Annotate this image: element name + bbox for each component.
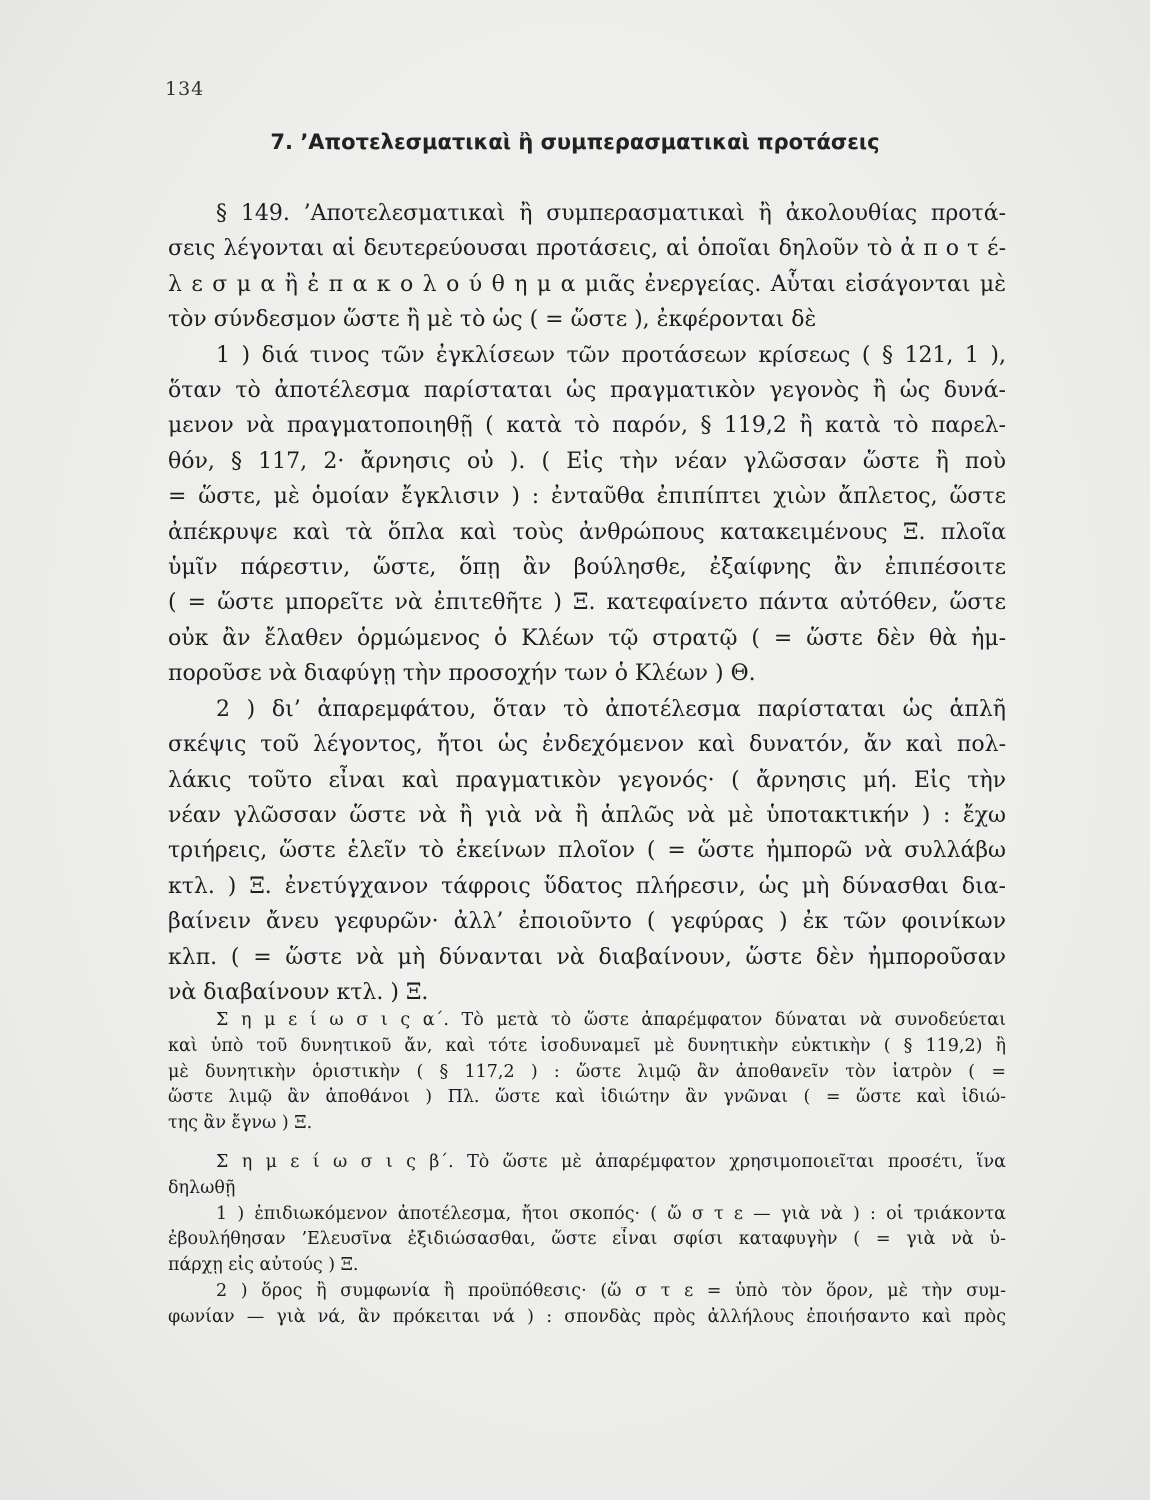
text-line: 2 ) δι’ ἀπαρεμφάτου, ὅταν τὸ ἀποτέλεσμα παρίσταται ὡς ἁπλῆ bbox=[216, 696, 1006, 722]
text-line: σκέψις τοῦ λέγοντος, ἤτοι ὡς ἐνδεχόμενον καὶ δυνατόν, ἄν καὶ πολ- bbox=[168, 732, 1006, 758]
text-line: λ ε σ μ α ἢ ἐ π α κ ο λ ο ύ θ η μ α μιᾶς ἐνεργείας. Αὗται εἰσάγονται μὲ bbox=[168, 271, 1006, 297]
main-text bbox=[168, 196, 1006, 1010]
notes-block bbox=[168, 1008, 1006, 1331]
text-line: ποροῦσε νὰ διαφύγῃ τὴν προσοχήν των ὁ Κλέων ) Θ. bbox=[168, 661, 756, 687]
note-line: φωνίαν — γιὰ νά, ἂν πρόκειται νά ) : σπονδὰς πρὸς ἀλλήλους ἐποιήσαντο καὶ πρὸς bbox=[168, 1306, 1006, 1327]
note-line: 1 ) ἐπιδιωκόμενον ἀποτέλεσμα, ἤτοι σκοπός· ( ὥ σ τ ε — γιὰ νὰ ) : οἱ τριάκοντα bbox=[216, 1203, 1006, 1224]
note-spacer bbox=[168, 1137, 1006, 1150]
note-line: της ἂν ἔγνω ) Ξ. bbox=[168, 1113, 313, 1134]
note-line: καὶ ὑπὸ τοῦ δυνητικοῦ ἄν, καὶ τότε ἰσοδυναμεῖ μὲ δυνητικὴν εὐκτικὴν ( § 119,2) ἢ bbox=[168, 1035, 1006, 1056]
note-beta bbox=[168, 1150, 1006, 1331]
text-line: § 149. ’Αποτελεσματικαὶ ἢ συμπερασματικαὶ ἢ ἀκολουθίας προτά- bbox=[216, 201, 1006, 226]
text-line: κλπ. ( = ὥστε νὰ μὴ δύνανται νὰ διαβαίνουν, ὥστε δὲν ἠμποροῦσαν bbox=[168, 944, 1006, 970]
text-line: οὐκ ἂν ἔλαθεν ὁρμώμενος ὁ Κλέων τῷ στρατῷ ( = ὥστε δὲν θὰ ἠμ- bbox=[168, 625, 1006, 651]
text-line: κτλ. ) Ξ. ἐνετύγχανον τάφροις ὕδατος πλήρεσιν, ὡς μὴ δύνασθαι δια- bbox=[168, 873, 1006, 899]
text-line: νέαν γλῶσσαν ὥστε νὰ ἢ γιὰ νὰ ἢ ἁπλῶς νὰ μὲ ὑποτακτικήν ) : ἔχω bbox=[168, 802, 1006, 828]
page-number: 134 bbox=[165, 78, 205, 100]
text-line: θόν, § 117, 2· ἄρνησις οὐ ). ( Εἰς τὴν νέαν γλῶσσαν ὥστε ἢ ποὺ bbox=[168, 448, 1006, 474]
note-line: ἐβουλήθησαν ’Ελευσῖνα ἐξιδιώσασθαι, ὥστε εἶναι σφίσι καταφυγὴν ( = γιὰ νὰ ὑ- bbox=[168, 1229, 1006, 1250]
text-line: = ὥστε, μὲ ὁμοίαν ἔγκλισιν ) : ἐνταῦθα ἐπιπίπτει χιὼν ἄπλετος, ὥστε bbox=[168, 484, 1006, 510]
text-line: λάκις τοῦτο εἶναι καὶ πραγματικὸν γεγονός· ( ἄρνησις μή. Εἰς τὴν bbox=[168, 767, 1006, 793]
note-line: δηλωθῇ bbox=[168, 1177, 236, 1198]
note-line: ὥστε λιμῷ ἂν ἀποθάνοι ) Πλ. ὥστε καὶ ἰδιώτην ἂν γνῶναι ( = ὥστε καὶ ἰδιώ- bbox=[168, 1087, 1006, 1108]
text-line: ἀπέκρυψε καὶ τὰ ὅπλα καὶ τοὺς ἀνθρώπους κατακειμένους Ξ. πλοῖα bbox=[168, 519, 1006, 545]
note-line: μὲ δυνητικὴν ὁριστικὴν ( § 117,2 ) : ὥστε λιμῷ ἂν ἀποθανεῖν τὸν ἰατρὸν ( = bbox=[168, 1061, 1006, 1082]
text-line: ( = ὥστε μπορεῖτε νὰ ἐπιτεθῆτε ) Ξ. κατεφαίνετο πάντα αὐτόθεν, ὥστε bbox=[168, 590, 1006, 616]
note-line: Σ η μ ε ί ω σ ι ς α΄. Τὸ μετὰ τὸ ὥστε ἀπαρέμφατον δύναται νὰ συνοδεύεται bbox=[216, 1010, 1006, 1030]
text-line: τριήρεις, ὥστε ἑλεῖν τὸ ἐκείνων πλοῖον ( = ὥστε ἠμπορῶ νὰ συλλάβω bbox=[168, 838, 1006, 864]
text-line: τὸν σύνδεσμον ὥστε ἢ μὲ τὸ ὡς ( = ὥστε ), ἐκφέρονται δὲ bbox=[168, 307, 817, 333]
note-line: πάρχῃ εἰς αὐτούς ) Ξ. bbox=[168, 1255, 359, 1276]
text-line: μενον νὰ πραγματοποιηθῇ ( κατὰ τὸ παρόν, § 119,2 ἢ κατὰ τὸ παρελ- bbox=[168, 413, 1006, 439]
note-line: 2 ) ὅρος ἢ συμφωνία ἢ προϋπόθεσις· (ὥ σ τ ε = ὑπὸ τὸν ὅρον, μὲ τὴν συμ- bbox=[216, 1280, 1006, 1301]
text-line: νὰ διαβαίνουν κτλ. ) Ξ. bbox=[168, 979, 429, 1005]
text-line: βαίνειν ἄνευ γεφυρῶν· ἀλλ’ ἐποιοῦντο ( γεφύρας ) ἐκ τῶν φοινίκων bbox=[168, 909, 1006, 935]
text-line: σεις λέγονται αἱ δευτερεύουσαι προτάσεις, αἱ ὁποῖαι δηλοῦν τὸ ἀ π ο τ έ- bbox=[168, 236, 1006, 262]
note-line: Σ η μ ε ί ω σ ι ς β΄. Τὸ ὥστε μὲ ἀπαρέμφατον χρησιμοποιεῖται προσέτι, ἵνα bbox=[216, 1151, 1006, 1172]
text-line: 1 ) διά τινος τῶν ἐγκλίσεων τῶν προτάσεων κρίσεως ( § 121, 1 ), bbox=[216, 342, 1006, 368]
text-line: ὅταν τὸ ἀποτέλεσμα παρίσταται ὡς πραγματικὸν γεγονὸς ἢ ὡς δυνά- bbox=[168, 378, 1006, 404]
note-alpha bbox=[168, 1008, 1006, 1137]
section-heading: 7. ’Αποτελεσματικαὶ ἢ συμπερασματικαὶ προτάσεις bbox=[270, 130, 880, 154]
text-line: ὑμῖν πάρεστιν, ὥστε, ὅπῃ ἂν βούλησθε, ἐξαίφνης ἂν ἐπιπέσοιτε bbox=[168, 555, 1006, 581]
